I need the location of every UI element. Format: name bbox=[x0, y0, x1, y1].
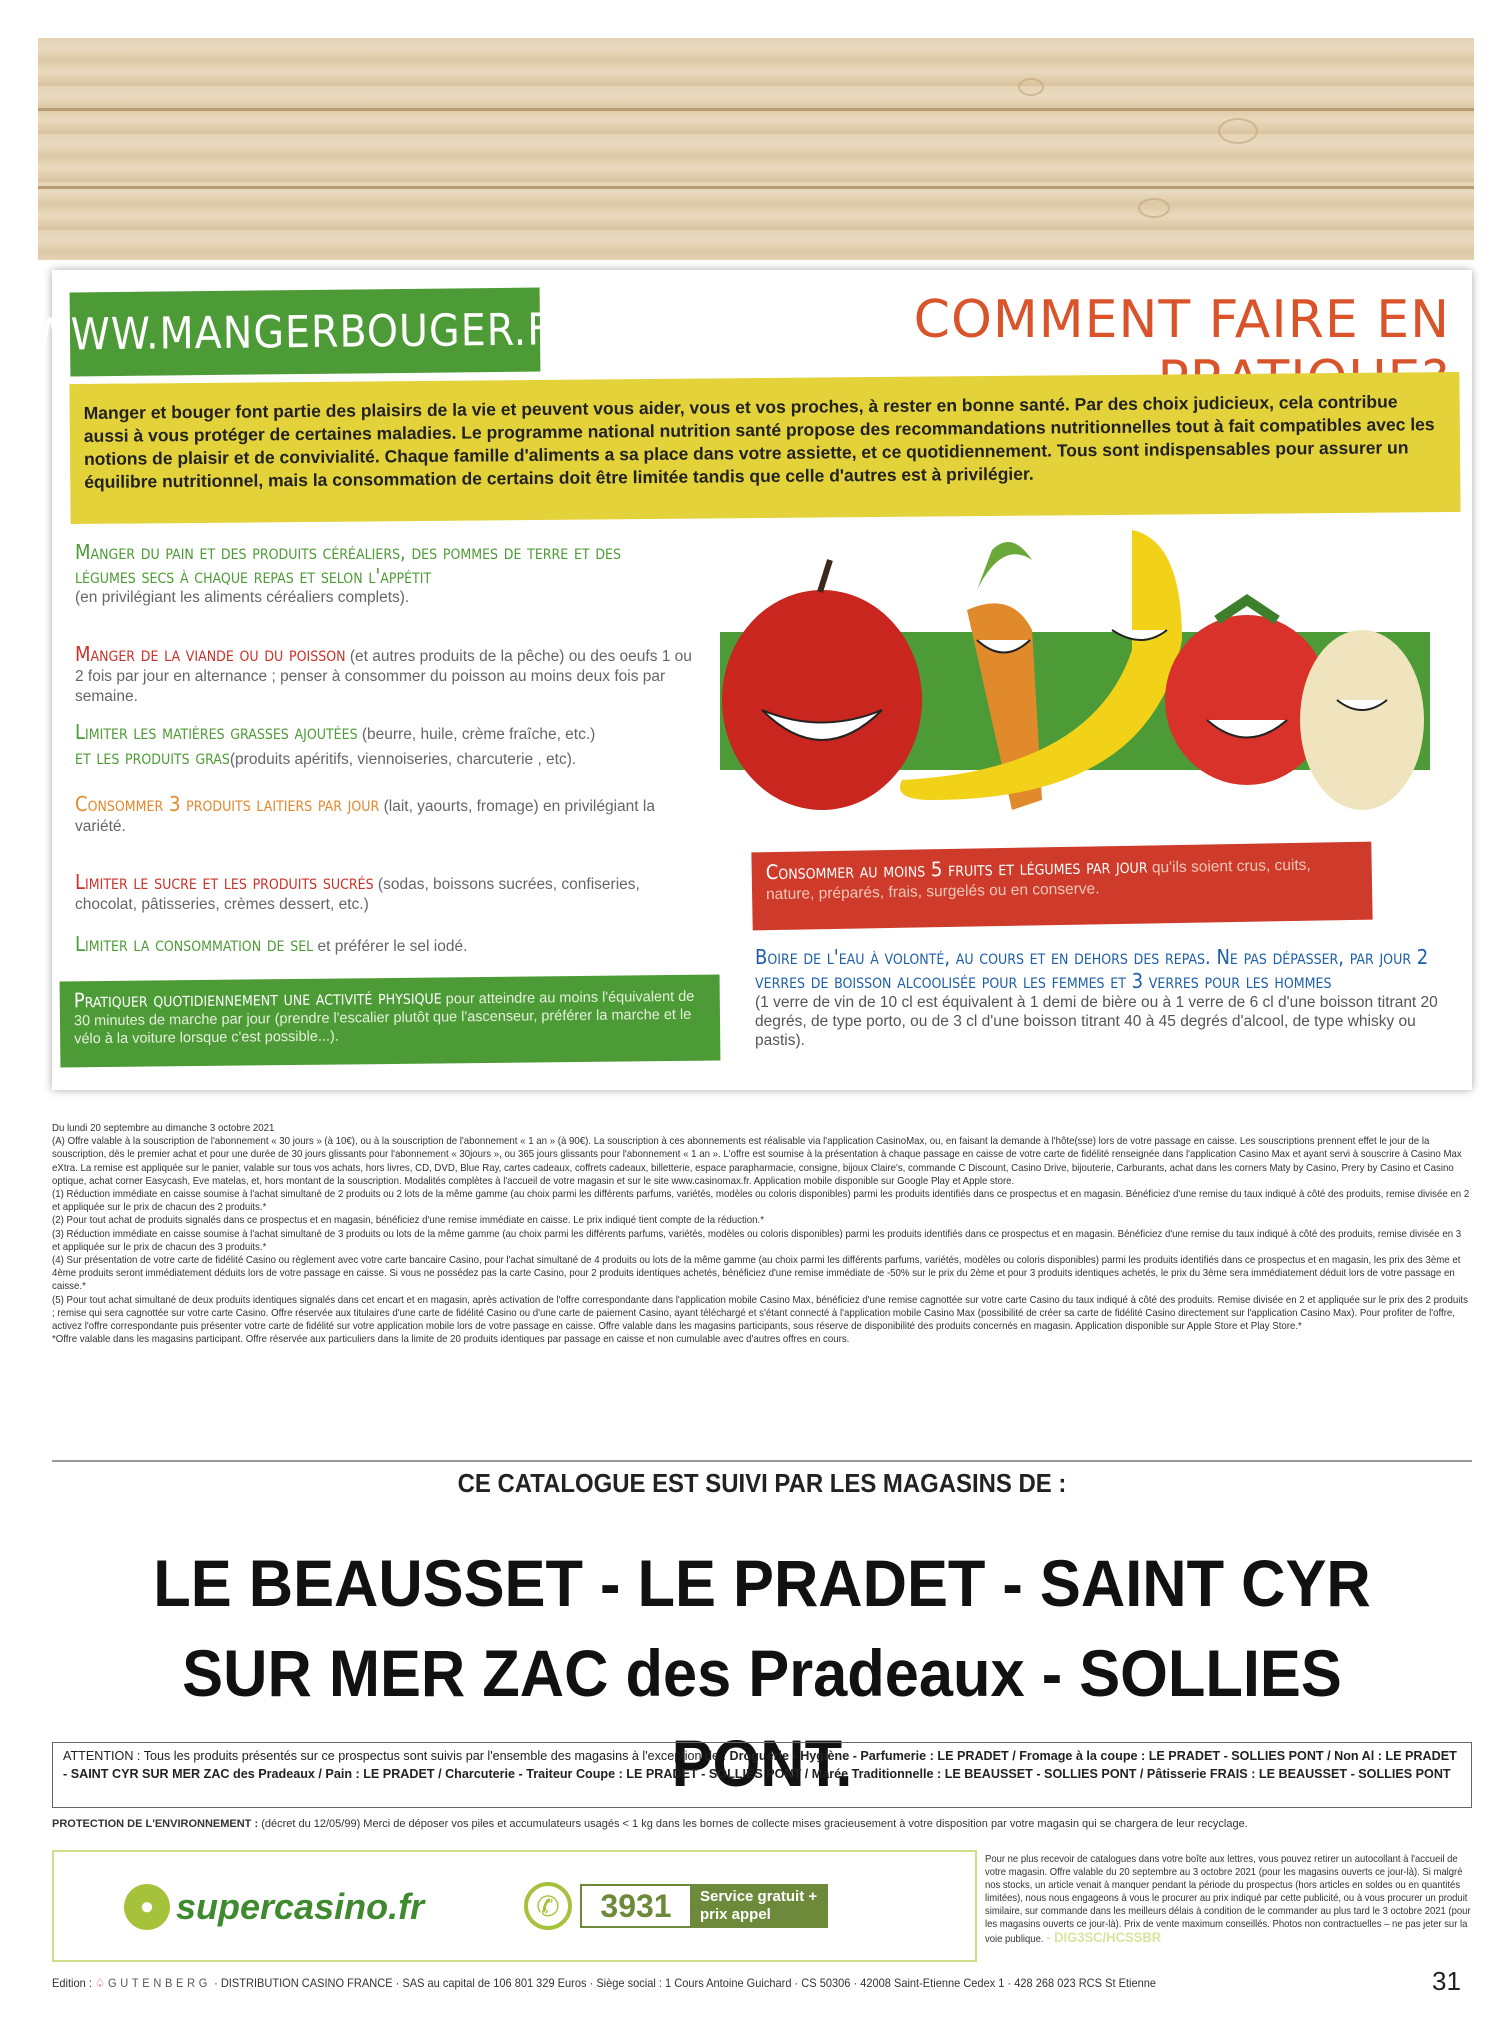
legal-line: (4) Sur présentation de votre carte de fidélité Casino ou règlement avec votre carte bancaire Casino, pour l'achat simultané de 4 produits ou lots de la même gamme (au choix parmi les différents parfums, variétés, modèles ou coloris disponibles) parmi les produits identifiés dans ce prospectus et en magasin, les prix des 3ème et 4ème produits seront immédiatement déduits lors de votre passage en caisse. Si vous ne possédez pas la carte Casino, pour 2 produits identiques achetés, bénéficiez d'une remise immédiate de -50% sur le prix du 2ème et pour 3 produits identiques achetés, le prix du 3ème sera immédiatement déduit lors de votre passage en caisse.* bbox=[52, 1255, 1461, 1293]
rec-sugar bbox=[75, 870, 695, 915]
rec-text: (lait, yaourts, fromage) en privilégiant la variété. bbox=[75, 798, 655, 835]
rec-title: Manger de la viande ou du poisson bbox=[75, 642, 346, 666]
stores-list: LE BEAUSSET - LE PRADET - SAINT CYR SUR MER ZAC des Pradeaux - SOLLIES PONT. bbox=[153, 1546, 1371, 1800]
phone-icon: ✆ bbox=[524, 1882, 572, 1930]
attention-notice bbox=[52, 1742, 1472, 1808]
brand-site[interactable]: supercasino.fr bbox=[176, 1886, 425, 1927]
phone-service bbox=[524, 1882, 828, 1930]
environment-notice bbox=[52, 1818, 1472, 1830]
footer-printer: GUTENBERG bbox=[107, 1976, 212, 1990]
legal-line: (A) Offre valable à la souscription de l'abonnement « 30 jours » (à 10€), ou à la souscription de l'abonnement « 1 an » (à 90€). La souscription à ces abonnements est réalisable via l'application CasinoMax, ou, en faisant la demande à l'hôte(sse) lors de votre passage en caisse. Les souscriptions prennent effet le jour de la souscription, dès le premier achat et pour une durée de 30 jours glissants pour l'abonnement « 30jours », ou 365 jours glissants pour l'abonnement « 1 an ». L'offre est soumise à la présentation à chaque passage en caisse de votre carte de fidélité renseignée dans l'application Casino Max et ayant servi à souscrire à Casino Max eXtra. La remise est appliquée sur le panier, valable sur tous vos achats, hors livres, CD, DVD, Blue Ray, cartes cadeaux, coffrets cadeaux, billetterie, espace parapharmacie, consigne, bijoux Claire's, commande C Discount, Casino Drive, bijouterie, Carburants, achat dans les corners Maty by Casino, Prery by Casino et Casino optique, achat corner Easycash, Eve matelas, et, hors montant de la souscription. Modalités complètes à l'accueil de votre magasin et sur le site www.casinomax.fr. Application mobile disponible sur Google Play et Apple store. bbox=[52, 1136, 1462, 1187]
divider bbox=[52, 1460, 1472, 1462]
side-note-text: Pour ne plus recevoir de catalogues dans votre boîte aux lettres, vous pouvez retirer un autocollant à l'accueil de votre magasin. Offre valable du 20 septembre au 3 octobre 2021 (pour les magasins ouverts ce jour-là). Si malgré nos stocks, un article venait à manquer pendant la période du prospectus (hors articles en soldes ou en quantités limitées), nous nous engageons à vous le procurer au prix indiqué par cette publicité, ou à vous procurer un produit similaire, sur commande dans les meilleurs délais à condition de le commander au plus tard le 3 octobre 2021 (pour les magasins ouverts ce jour-là). Prix de vente maximum conseillés. Photos non contractuelles – ne pas jeter sur la voie publique. bbox=[985, 1854, 1471, 1945]
rec-text: (sodas, boissons sucrées, confiseries, chocolat, pâtisseries, crèmes dessert, etc.) bbox=[75, 876, 640, 913]
footer-edition: Edition : bbox=[52, 1976, 92, 1990]
rec-title: Limiter le sucre et les produits sucrés bbox=[75, 870, 374, 894]
service-label: Service gratuit + prix appel bbox=[692, 1884, 828, 1928]
rec-title: Manger du pain et des produits céréaliers, des pommes de terre et des légumes secs à chaque repas et selon l'appétit bbox=[75, 540, 621, 588]
panel-title: COMMENT FAIRE EN bbox=[913, 290, 1450, 350]
phone-number[interactable]: 3931 bbox=[580, 1884, 692, 1928]
stores-heading: CE CATALOGUE EST SUIVI PAR LES MAGASINS DE : bbox=[457, 1468, 1067, 1498]
rec-title: Consommer au moins 5 fruits et légumes par jour bbox=[765, 853, 1148, 885]
legal-notes bbox=[52, 1122, 1471, 1346]
casino-logo-icon: ● bbox=[124, 1884, 170, 1930]
site-url[interactable]: WWW.MANGERBOUGER.FR bbox=[30, 303, 580, 361]
side-note bbox=[985, 1853, 1476, 1946]
legal-line: (1) Réduction immédiate en caisse soumise à l'achat simultané de 2 produits ou 2 lots de la même gamme (au choix parmi les différents parfums, variétés, modèles ou coloris disponibles) parmi les produits identifiés dans ce prospectus et en magasin. Bénéficiez d'une remise du taux indiqué à côté des produits, remise divisée en 2 et appliquée sur le prix de chacun des 2 produits.* bbox=[52, 1189, 1470, 1214]
site-banner[interactable] bbox=[30, 288, 580, 377]
env-label: PROTECTION DE L'ENVIRONNEMENT : bbox=[52, 1818, 259, 1830]
rec-text: (en privilégiant les aliments céréaliers complets). bbox=[75, 589, 410, 606]
legal-line: (2) Pour tout achat de produits signalés dans ce prospectus et en magasin, bénéficiez d'une remise immédiate en caisse. Le prix indiqué tient compte de la réduction.* bbox=[52, 1215, 764, 1227]
legal-line: (5) Pour tout achat simultané de deux produits identiques signalés dans cet encart et en magasin, après activation de l'offre correspondante dans l'application mobile Casino Max, bénéficiez d'une remise cagnottée sur votre carte Casino du taux indiqué à côté des produits. Remise divisée en 2 et appliquée sur le prix des 2 produits ; remise qui sera cagnottée sur votre carte Casino. Offre réservée aux titulaires d'une carte de fidélité Casino ou d'une carte de paiement Casino, ayant téléchargé et s'étant connecté à l'application mobile Casino Max (possibilité de créer sa carte de fidélité Casino directement sur l'application Casino Max). Pour profiter de l'offre, activez l'offre correspondante puis présenter votre carte de fidélité sur votre application mobile lors de votre passage en caisse. Offre valable dans les magasins participants, sous réserve de disponibilité des produits concernés en magasin. Application disponible sur Apple Store et Play Store.* bbox=[52, 1294, 1468, 1333]
rec-text: et préférer le sel iodé. bbox=[317, 938, 468, 955]
rec-text: (et autres produits de la pêche) ou des oeufs 1 ou 2 fois par jour en alternance ; penser à consommer du poisson au moins deux fois par semaine. bbox=[75, 648, 692, 705]
intro-text: Manger et bouger font partie des plaisirs de la vie et peuvent vous aider, vous et vos proches, à rester en bonne santé. Par des choix judicieux, cela contribue aussi à vous protéger de certaines maladies. Le programme national nutrition santé propose des recommandations nutritionnelles tout à fait compatibles avec les notions de plaisir et de convivialité. Chaque famille d'aliments a sa place dans votre assiette, et ce quotidiennement. Tous sont indispensables pour assurer un équilibre nutritionnel, mais la consommation de certains doit être limitée tandis que celle d'autres est à privilégier. bbox=[83, 391, 1435, 492]
rec-text-2: (produits apéritifs, viennoiseries, charcuterie , etc). bbox=[229, 751, 577, 768]
fruits-vegetables-box bbox=[751, 842, 1372, 931]
brand-box bbox=[52, 1850, 977, 1962]
rec-title: Boire de l'eau à volonté, au cours et en dehors des repas. Ne pas dépasser, par jour 2 verres de boisson alcoolisée pour les femmes et 3 verres pour les hommes bbox=[755, 945, 1429, 993]
rec-fats bbox=[75, 720, 715, 770]
rec-dairy bbox=[75, 792, 675, 837]
legal-line: *Offre valable dans les magasins participant. Offre réservée aux particuliers dans la limite de 20 produits identiques par passage en caisse et non cumulable avec d'autres offres en cours. bbox=[52, 1334, 850, 1346]
rec-text: (beurre, huile, crème fraîche, etc.) bbox=[361, 726, 596, 743]
supercasino-logo[interactable] bbox=[124, 1884, 424, 1930]
water-alcohol-recommendation bbox=[755, 945, 1465, 1050]
page-number: 31 bbox=[1432, 1966, 1461, 1996]
rec-title-2: et les produits gras bbox=[75, 745, 230, 769]
rec-title: Consommer 3 produits laitiers par jour bbox=[75, 792, 380, 816]
rec-meat bbox=[75, 642, 695, 707]
rec-text: pour atteindre au moins l'équivalent de 30 minutes de marche par jour (prendre l'escalier plutôt que l'ascenseur, préférer la marche et le vélo à la voiture lorsque c'est possible...). bbox=[73, 988, 695, 1048]
rec-title: Pratiquer quotidiennement une activité physique bbox=[73, 984, 442, 1013]
footer-text: · DISTRIBUTION CASINO FRANCE · SAS au capital de 106 801 329 Euros · Siège social : 1 Cours Antoine Guichard · CS 50306 · 42008 Saint-Etienne Cedex 1 · 428 268 023 RCS St Etienne bbox=[214, 1976, 1157, 1990]
rec-title: Limiter la consommation de sel bbox=[75, 932, 314, 956]
rec-cereals bbox=[75, 540, 635, 608]
rec-salt bbox=[75, 932, 695, 957]
catalogue-code: - DIG3SC/HCSSBR bbox=[1046, 1929, 1162, 1945]
attention-lead: ATTENTION : Tous les produits présentés sur ce prospectus sont suivis par l'ensemble des magasins à l'exception de : bbox=[63, 1749, 727, 1763]
potato-icon bbox=[1300, 630, 1424, 810]
legal-line: (3) Réduction immédiate en caisse soumise à l'achat simultané de 3 produits ou lots de la même gamme (au choix parmi les différents parfums, variétés, modèles ou coloris disponibles) parmi les produits identifiés dans ce prospectus et en magasin. Bénéficiez d'une remise du taux indiqué à côté des produits, remise divisée en 3 et appliquée sur le prix de chacun des 3 produits.* bbox=[52, 1228, 1462, 1253]
rec-title: Limiter les matières grasses ajoutées bbox=[75, 720, 358, 744]
rec-text: (1 verre de vin de 10 cl est équivalent à 1 demi de bière ou à 1 verre de 6 cl d'une boisson titrant 20 degrés, de type porto, ou de 3 cl d'une boisson titrant 40 à 45 degrés d'alcool, de type whisky ou pastis). bbox=[755, 994, 1438, 1049]
attention-exceptions: Droguerie - Hygiène - Parfumerie : LE PRADET / Fromage à la coupe : LE PRADET - SOLLIES PONT / Non Al : LE PRADET - SAINT CYR SUR MER ZAC des Pradeaux / Pain : LE PRADET / Charcuterie - Traiteur Coupe : LE PRADET - SOLLIES PONT / Marée Traditionnelle : LE BEAUSSET - SOLLIES PONT / Pâtisserie FRAIS : LE BEAUSSET - SOLLIES PONT bbox=[63, 1749, 1457, 1781]
env-text: (décret du 12/05/99) Merci de déposer vos piles et accumulateurs usagés < 1 kg dans les bornes de collecte mises gracieusement à votre disposition par votre magasin qui se chargera de leur recyclage. bbox=[261, 1818, 1248, 1830]
legal-line: Du lundi 20 septembre au dimanche 3 octobre 2021 bbox=[52, 1123, 275, 1134]
physical-activity-box bbox=[60, 975, 721, 1068]
fruit-characters-illustration bbox=[712, 500, 1432, 840]
apple-icon bbox=[722, 560, 922, 810]
wood-header-image bbox=[38, 38, 1474, 260]
footer bbox=[52, 1976, 1276, 1990]
rec-text: qu'ils soient crus, cuits, nature, préparés, frais, surgelés ou en conserve. bbox=[765, 856, 1311, 904]
gutenberg-logo-icon: ♤ bbox=[94, 1976, 105, 1990]
